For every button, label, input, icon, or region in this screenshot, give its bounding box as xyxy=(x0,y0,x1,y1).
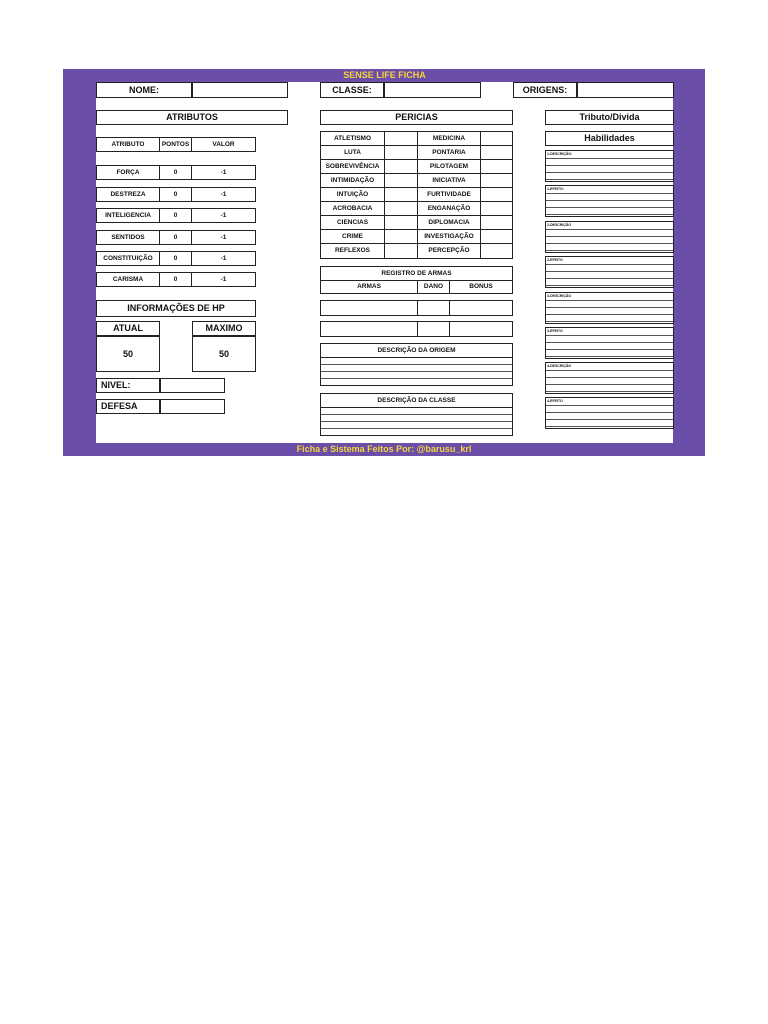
classe-label: CLASSE: xyxy=(332,85,372,95)
nome-label-box xyxy=(96,82,192,98)
nome-label: NOME: xyxy=(129,85,159,95)
pericia-label: INICIATIVA xyxy=(432,177,466,184)
origens-label-box xyxy=(513,82,577,98)
pericias-title: PERICIAS xyxy=(395,112,438,122)
hp-atual-value: 50 xyxy=(122,349,133,359)
atributo-valor: -1 xyxy=(220,191,227,198)
arma-row[interactable] xyxy=(320,321,513,337)
hp-atual-label-box xyxy=(96,321,160,336)
nome-field[interactable] xyxy=(192,82,288,98)
pericia-label: PILOTAGEM xyxy=(429,163,469,170)
habilidade-block[interactable] xyxy=(545,256,674,288)
atributo-pontos[interactable]: 0 xyxy=(173,276,178,283)
hp-maximo-value: 50 xyxy=(218,349,229,359)
origem-desc-box[interactable] xyxy=(320,343,513,386)
pericia-label: FURTIVIDADE xyxy=(427,191,471,198)
pericia-label: INTUIÇÃO xyxy=(336,191,369,198)
atributos-title: ATRIBUTOS xyxy=(166,112,218,122)
atributo-name: FORÇA xyxy=(116,169,140,176)
pericia-label: ATLETISMO xyxy=(333,135,372,142)
nivel-field[interactable] xyxy=(160,378,225,393)
origens-label: ORIGENS: xyxy=(522,85,568,95)
habilidades-title-box xyxy=(545,131,674,146)
atributo-pontos[interactable]: 0 xyxy=(173,234,178,241)
classe-desc-box[interactable] xyxy=(320,393,513,436)
atributos-header xyxy=(96,137,256,152)
pericia-label: SOBREVIVÊNCIA xyxy=(325,163,380,170)
col-pontos: PONTOS xyxy=(161,141,190,148)
atributo-valor: -1 xyxy=(220,276,227,283)
atributo-name: CONSTITUIÇÃO xyxy=(103,255,153,262)
pericias-table xyxy=(320,131,513,259)
habilidades-title: Habilidades xyxy=(584,133,635,143)
pericia-label: DIPLOMACIA xyxy=(428,219,470,226)
habilidade-label: 3-EFEITO xyxy=(547,329,563,333)
atributo-row-carisma[interactable] xyxy=(96,272,256,287)
armas-title: REGISTRO DE ARMAS xyxy=(381,270,452,277)
habilidade-label: 3-DESCRIÇÃO xyxy=(547,294,572,298)
hp-maximo-field[interactable] xyxy=(192,336,256,372)
habilidade-block[interactable] xyxy=(545,397,674,429)
atributo-row-forca[interactable] xyxy=(96,165,256,180)
atributo-valor: -1 xyxy=(220,234,227,241)
habilidade-label: 1-DESCRIÇÃO: xyxy=(547,152,573,156)
defesa-field[interactable] xyxy=(160,399,225,414)
pericia-label: CRIME xyxy=(342,233,363,240)
hp-maximo-label-box xyxy=(192,321,256,336)
atributo-row-inteligencia[interactable] xyxy=(96,208,256,223)
pericia-label: PONTARIA xyxy=(432,149,466,156)
pericia-label: PERCEPÇÃO xyxy=(428,247,470,254)
hp-maximo-label: MAXIMO xyxy=(205,323,243,333)
habilidade-block[interactable] xyxy=(545,292,674,324)
atributo-row-constituicao[interactable] xyxy=(96,251,256,266)
pericia-label: ENGANAÇÃO xyxy=(427,205,471,212)
col-bonus: BONUS xyxy=(469,283,493,290)
pericia-label: ACROBACIA xyxy=(332,205,373,212)
atributo-pontos[interactable]: 0 xyxy=(173,169,178,176)
atributo-row-destreza[interactable] xyxy=(96,187,256,202)
arma-row[interactable] xyxy=(320,300,513,316)
pericia-label: CIENCIAS xyxy=(336,219,369,226)
nivel-label: NIVEL: xyxy=(101,380,131,390)
habilidade-block[interactable] xyxy=(545,327,674,359)
hp-title: INFORMAÇÕES DE HP xyxy=(127,303,225,313)
habilidade-label: 4-EFEITO xyxy=(547,399,563,403)
pericia-label: INVESTIGAÇÃO xyxy=(424,233,474,240)
hp-title-box xyxy=(96,300,256,317)
pericia-label: INTIMIDAÇÃO xyxy=(330,177,375,184)
col-dano: DANO xyxy=(423,283,444,290)
atributo-valor: -1 xyxy=(220,169,227,176)
atributo-name: CARISMA xyxy=(112,276,144,283)
classe-field[interactable] xyxy=(384,82,481,98)
pericia-label: LUTA xyxy=(344,149,361,156)
defesa-label-box xyxy=(96,399,160,414)
origens-field[interactable] xyxy=(577,82,674,98)
pericia-label: MEDICINA xyxy=(432,135,466,142)
atributo-name: DESTREZA xyxy=(110,191,146,198)
atributo-name: INTELIGENCIA xyxy=(105,212,151,219)
nivel-label-box xyxy=(96,378,160,393)
habilidade-label: 1-EFEITO: xyxy=(547,187,564,191)
habilidade-label: 2-EFEITO xyxy=(547,258,563,262)
tributo-box[interactable] xyxy=(545,110,674,125)
habilidade-label: 4-DESCRIÇÃO xyxy=(547,364,572,368)
atributo-pontos[interactable]: 0 xyxy=(173,255,178,262)
atributo-pontos[interactable]: 0 xyxy=(173,191,178,198)
habilidade-block[interactable] xyxy=(545,185,674,217)
armas-header xyxy=(320,266,513,294)
pericias-title-box xyxy=(320,110,513,125)
pericia-label: REFLEXOS xyxy=(334,247,371,254)
tributo-label: Tributo/Divida xyxy=(579,112,640,122)
origem-desc-title: DESCRIÇÃO DA ORIGEM xyxy=(377,347,456,354)
defesa-label: DEFESA xyxy=(101,401,138,411)
classe-label-box xyxy=(320,82,384,98)
habilidade-block[interactable] xyxy=(545,362,674,394)
sheet-footer: Ficha e Sistema Feitos Por: @barusu_krl xyxy=(296,444,472,454)
atributos-title-box xyxy=(96,110,288,125)
sheet-title: SENSE LIFE FICHA xyxy=(343,70,426,80)
habilidade-block[interactable] xyxy=(545,150,674,182)
atributo-valor: -1 xyxy=(220,212,227,219)
col-armas: ARMAS xyxy=(357,283,381,290)
atributo-valor: -1 xyxy=(220,255,227,262)
hp-atual-label: ATUAL xyxy=(113,323,143,333)
col-valor: VALOR xyxy=(212,141,235,148)
col-atributo: ATRIBUTO xyxy=(111,141,145,148)
atributo-row-sentidos[interactable] xyxy=(96,230,256,245)
hp-atual-field[interactable] xyxy=(96,336,160,372)
atributo-pontos[interactable]: 0 xyxy=(173,212,178,219)
habilidade-label: 2-DESCRIÇÃO xyxy=(547,223,572,227)
classe-desc-title: DESCRIÇÃO DA CLASSE xyxy=(377,397,456,404)
atributo-name: SENTIDOS xyxy=(111,234,145,241)
habilidade-block[interactable] xyxy=(545,221,674,253)
